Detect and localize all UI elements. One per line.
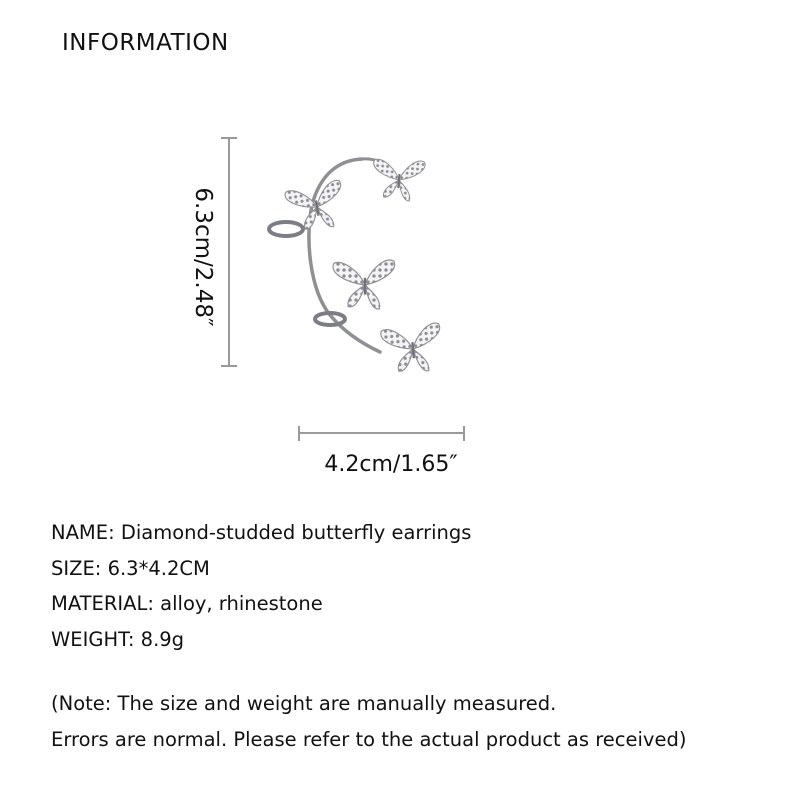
note-line-2: Errors are normal. Please refer to the actual product as received) xyxy=(51,727,687,751)
height-dimension-line xyxy=(221,138,237,366)
page-title: INFORMATION xyxy=(62,30,229,56)
width-dimension-label: 4.2cm/1.65″ xyxy=(324,452,458,477)
width-dimension-wrapper xyxy=(0,452,800,477)
note-line-1: (Note: The size and weight are manually measured. xyxy=(51,692,557,715)
note-block xyxy=(51,686,686,757)
width-dimension-line xyxy=(299,426,464,441)
info-material: MATERIAL: alloy, rhinestone xyxy=(51,592,323,615)
info-name: NAME: Diamond-studded butterfly earrings xyxy=(51,521,472,544)
height-dimension-label: 6.3cm/2.48″ xyxy=(190,187,216,327)
product-info xyxy=(51,515,471,657)
info-size: SIZE: 6.3*4.2CM xyxy=(51,556,210,580)
info-weight: WEIGHT: 8.9g xyxy=(51,627,185,651)
earring-illustration xyxy=(269,157,443,375)
